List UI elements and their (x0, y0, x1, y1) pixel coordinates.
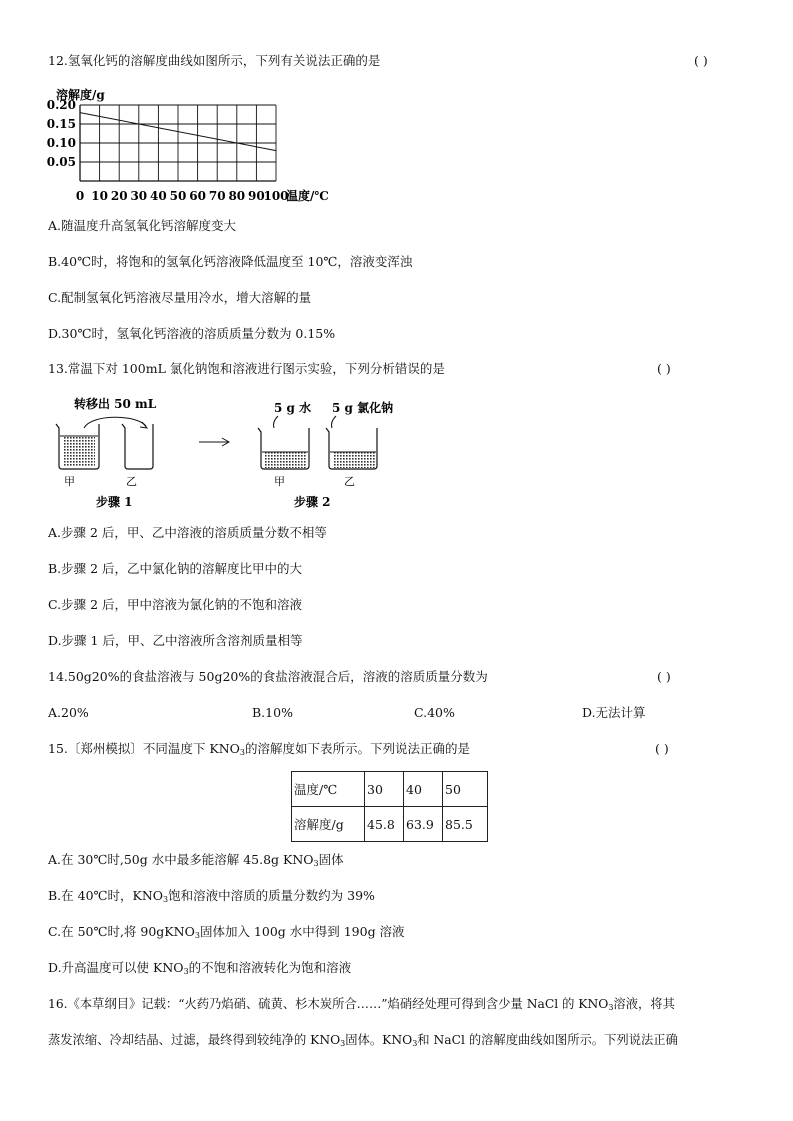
table-cell: 85.5 (443, 807, 488, 842)
jia-label-step2: 甲 (274, 475, 285, 488)
q13-option-d: D.步骤 1 后，甲、乙中溶液所含溶剂质量相等 (48, 633, 303, 648)
q15-option-d: D.升高温度可以使 $KNO_3$的不饱和溶液转化为饱和溶液 (48, 960, 352, 976)
q14-stem: 14.50g20%的食盐溶液与 50g20%的食盐溶液混合后，溶液的溶质质量分数为 (48, 669, 488, 684)
chart-y-tick-label: 0.20 (46, 98, 76, 112)
yi-label-step2: 乙 (344, 475, 355, 488)
chart-x-tick-label: 10 (91, 189, 108, 203)
q14-answer-paren: ( ) (657, 669, 671, 684)
chart-x-tick-label: 40 (150, 189, 167, 203)
q15-option-b: B.在 40℃时，$KNO_3$饱和溶液中溶质的质量分数约为 39% (48, 888, 375, 904)
chart-x-tick-label: 50 (169, 189, 187, 203)
transfer-arrowhead (140, 422, 147, 428)
step2-label: 步骤 2 (294, 495, 331, 509)
q12-option-c: C.配制氢氧化钙溶液尽量用冷水，增大溶解的量 (48, 290, 312, 305)
table-cell: 45.8 (365, 807, 404, 842)
chart-x-tick-label: 90 (248, 189, 265, 203)
beaker-jia-step1 (56, 424, 99, 469)
q16-stem-line1: 16.《本草纲目》记载：“火药乃焰硝、硫黄、杉木炭所合……”焰硝经处理可得到含少量 NaCl 的 $KNO_3$溶液，将其 (48, 997, 675, 1012)
q15-option-c: C.在 50℃时,将 90gKNO$_3$固体加入 100g 水中得到 190g 溶液 (48, 924, 405, 940)
q15-answer-paren: ( ) (655, 741, 669, 756)
step1-label: 步骤 1 (96, 495, 133, 509)
chart-x-ticks (76, 189, 289, 203)
q14-option-b: B.10% (252, 705, 293, 720)
q14-option-c: C.40% (414, 705, 455, 720)
q13-answer-paren: ( ) (657, 361, 671, 376)
salt-label: 5 g 氯化钠 (332, 401, 394, 415)
q13-option-a: A.步骤 2 后，甲、乙中溶液的溶质质量分数不相等 (48, 525, 327, 540)
table-cell: 30 (365, 772, 404, 807)
q14-option-d: D.无法计算 (582, 705, 646, 720)
chart-xlabel: 温度/℃ (286, 189, 329, 203)
q15-option-a: A.在 30℃时,50g 水中最多能溶解 45.8g $KNO_3$固体 (48, 852, 344, 868)
chart-grid (80, 105, 276, 181)
chart-x-tick-label: 0 (75, 189, 85, 203)
chart-x-tick-label: 60 (189, 189, 206, 203)
chart-x-tick-label: 80 (228, 189, 246, 203)
salt-arrow (332, 416, 337, 428)
transfer-label: 转移出 50 mL (74, 397, 157, 411)
table-cell: 40 (404, 772, 443, 807)
chart-ylabel: 溶解度/g (56, 88, 105, 102)
q12-option-b: B.40℃时，将饱和的氢氧化钙溶液降低温度至 10℃，溶液变浑浊 (48, 254, 413, 269)
q13-stem: 13.常温下对 100mL 氯化钠饱和溶液进行图示实验，下列分析错误的是 (48, 361, 445, 376)
chart-y-ticks (47, 98, 76, 169)
beaker-yi-step2 (326, 428, 377, 469)
chart-y-tick-label: 0.10 (46, 136, 76, 150)
q12-option-a: A.随温度升高氢氧化钙溶解度变大 (48, 218, 237, 233)
q13-option-c: C.步骤 2 后，甲中溶液为氯化钠的不饱和溶液 (48, 597, 302, 612)
table-cell: 50 (443, 772, 488, 807)
table-row (292, 772, 488, 807)
jia-label-step1: 甲 (64, 475, 75, 488)
q16-stem-line2: 蒸发浓缩、冷却结晶、过滤，最终得到较纯净的 $KNO_3$固体。$KNO_3$和 NaCl 的溶解度曲线如图所示。下列说法正确 (48, 1033, 678, 1048)
chart-x-tick-label: 70 (208, 189, 226, 203)
transfer-arrow (84, 417, 146, 428)
chart-x-tick-label: 30 (130, 189, 148, 203)
chart-x-tick-label: 100 (263, 189, 289, 203)
experiment-figure (46, 392, 406, 516)
table-cell: 温度/℃ (292, 772, 365, 807)
q15-stem: 15.〔郑州模拟〕不同温度下 $KNO_3$的溶解度如下表所示。下列说法正确的是 (48, 741, 470, 757)
beaker-jia-step2 (258, 428, 309, 469)
table-cell: 溶解度/g (292, 807, 365, 842)
water-arrow (274, 416, 279, 428)
chart-y-tick-label: 0.15 (46, 117, 76, 131)
yi-label-step1: 乙 (126, 475, 137, 488)
water-label: 5 g 水 (274, 401, 312, 415)
q12-stem: 12.氢氧化钙的溶解度曲线如图所示，下列有关说法正确的是 (48, 53, 381, 68)
solubility-chart (46, 84, 346, 208)
q13-option-b: B.步骤 2 后，乙中氯化钠的溶解度比甲中的大 (48, 561, 303, 576)
q12-option-d: D.30℃时，氢氧化钙溶液的溶质质量分数为 0.15% (48, 326, 336, 341)
q14-option-a: A.20% (48, 705, 89, 720)
solubility-table (291, 771, 488, 842)
q12-answer-paren: ( ) (694, 53, 708, 68)
table-cell: 63.9 (404, 807, 443, 842)
table-row (292, 807, 488, 842)
chart-x-tick-label: 20 (110, 189, 128, 203)
beaker-yi-step1 (122, 424, 153, 469)
chart-y-tick-label: 0.05 (46, 155, 76, 169)
